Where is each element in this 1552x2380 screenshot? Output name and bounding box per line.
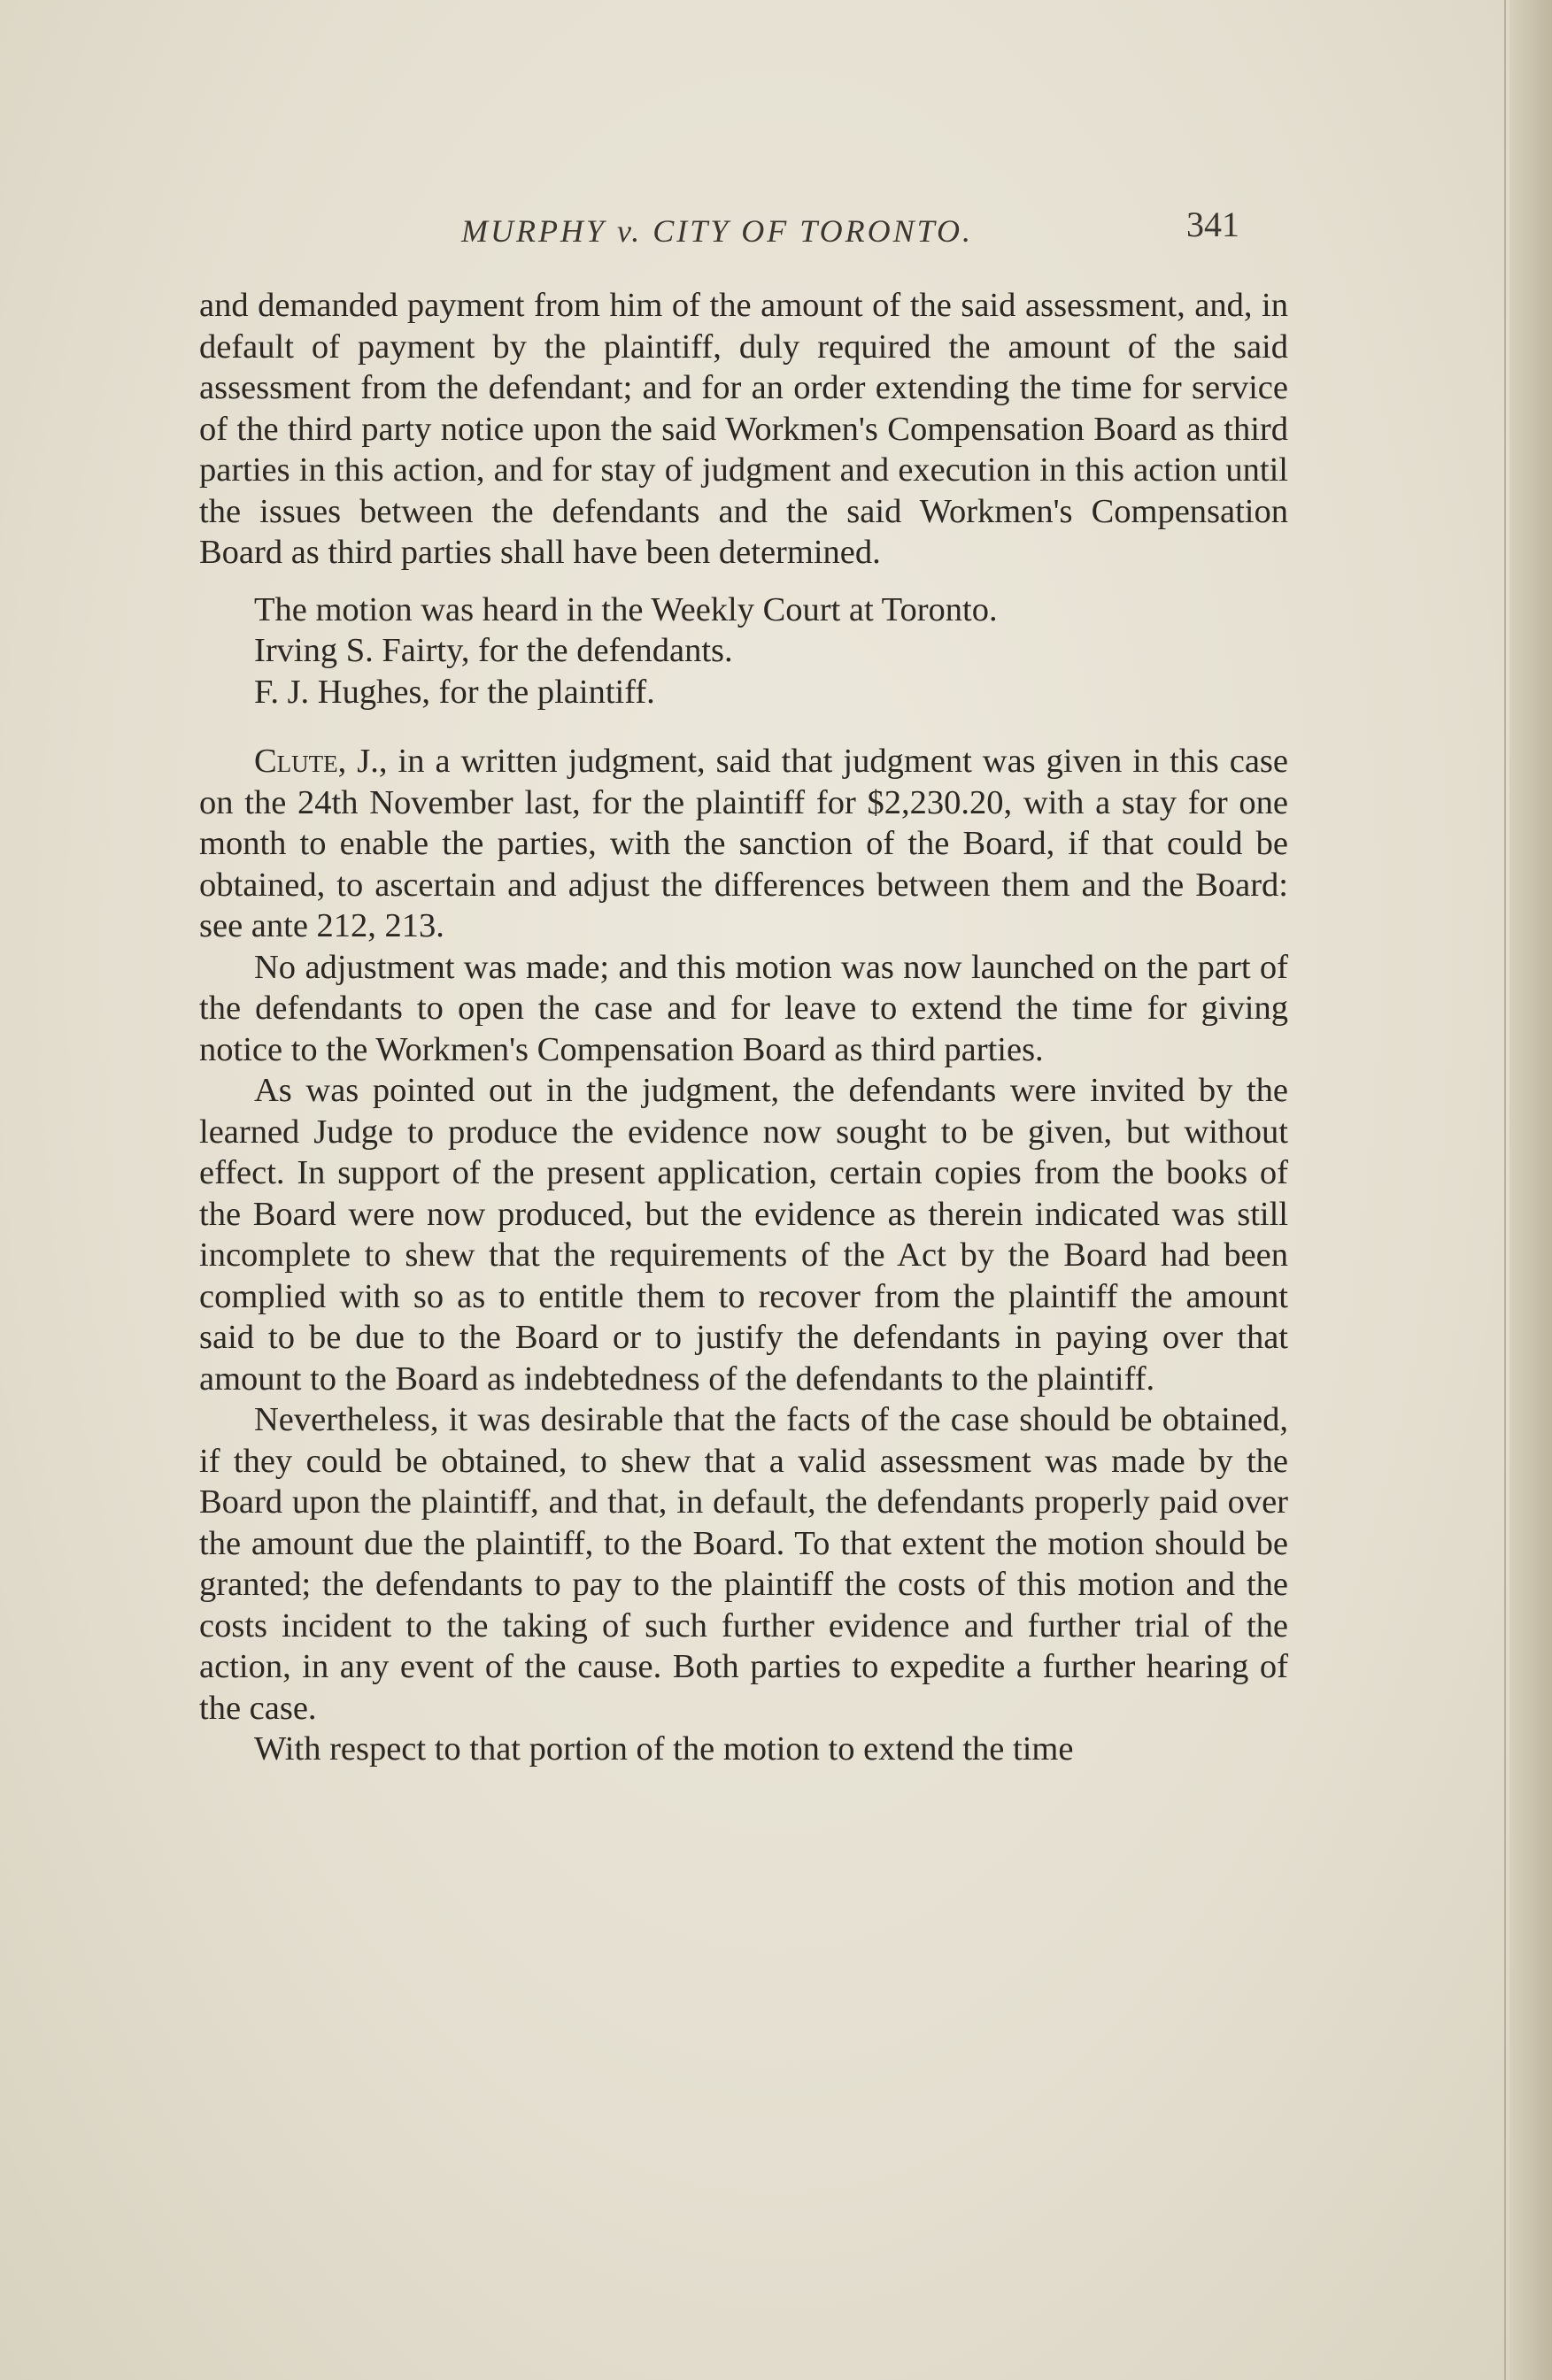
opening-paragraph: and demanded payment from him of the amount of the said assessment, and, in default of payment by the plaintiff, duly required the amount of the said assessment from the defendant; and for an order extending the time for service of the third party notice upon the said Workmen's Compensation Board as third parties in this action, and for stay of judgment and execution in this action until the issues between the defendants and the said Workmen's Compensation Board as third parties shall have been determined. — [199, 287, 1288, 571]
page-edge-shadow — [1510, 0, 1552, 2380]
page-edge-line — [1504, 0, 1506, 2380]
paragraph-with-respect: With respect to that portion of the motion to extend the time — [254, 1730, 1074, 1768]
paragraph-no-adjustment: No adjustment was made; and this motion was now launched on the part of the defendants to open the case and for leave to extend the time for giving notice to the Workmen's Compensation Board as third parties. — [199, 948, 1288, 1068]
paragraph-evidence: As was pointed out in the judgment, the defendants were invited by the learned Judge to produce the evidence now sought to be given, but without effect. In support of the present application, certain copies from the books of the Board were now produced, but the evidence as therein indicated was still incomplete to shew that the requirements of the Act by the Board had been complied with so as to entitle them to recover from the plaintiff the amount said to be due to the Board or to justify the defendants in paying over that amount to the Board as indebtedness of the defendants to the plaintiff. — [199, 1072, 1288, 1398]
judgment-text: , in a written judgment, said that judgment was given in this case on the 24th November last, for the plaintiff for $2,230.20, with a stay for one month to enable the parties, with the sanction of the Board, if that could be obtained, to ascertain and adjust the differences between them and the Board: see ante 212, 213. — [199, 743, 1289, 944]
judge-name: Clute, J. — [254, 743, 379, 780]
motion-heard-line: The motion was heard in the Weekly Court at Toronto. — [254, 590, 998, 628]
page-number: 341 — [1186, 204, 1239, 244]
counsel-defendants-line: Irving S. Fairty, for the defendants. — [254, 632, 733, 669]
counsel-plaintiff-line: F. J. Hughes, for the plaintiff. — [254, 673, 655, 711]
running-head-title: MURPHY v. CITY OF TORONTO. — [460, 213, 974, 249]
paragraph-nevertheless: Nevertheless, it was desirable that the facts of the case should be obtained, if they could be obtained, to shew that a valid assessment was made by the Board upon the plaintiff, and that, in default, the defendants properly paid over the amount due the plaintiff, to the Board. To that extent the motion should be granted; the defendants to pay to the plaintiff the costs of this motion and the costs incident to the taking of such further evidence and further trial of the action, in any event of the cause. Both parties to expedite a further hearing of the case. — [199, 1401, 1288, 1727]
judgment-paragraph — [199, 741, 1288, 947]
text-column — [199, 285, 1288, 1770]
hearing-details — [199, 589, 1288, 713]
